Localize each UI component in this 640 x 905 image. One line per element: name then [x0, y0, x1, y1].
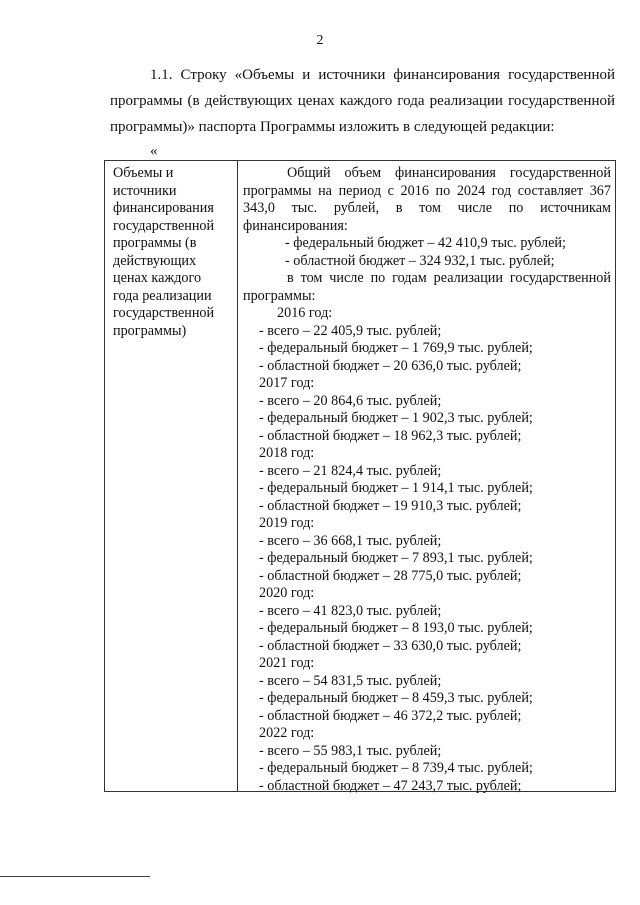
year-block-2022 — [243, 725, 611, 795]
year-federal: - федеральный бюджет – 7 893,1 тыс. рублей; — [259, 550, 533, 566]
footnote-rule — [0, 876, 150, 877]
year-heading: 2022 год: — [259, 725, 315, 741]
row-label-line: ценах каждого — [113, 270, 202, 286]
source-line: - федеральный бюджет – 42 410,9 тыс. рублей; — [285, 235, 566, 251]
row-label-line: государственной — [113, 305, 215, 321]
year-heading: 2018 год: — [259, 445, 315, 461]
year-federal: - федеральный бюджет – 8 739,4 тыс. рублей; — [259, 760, 533, 776]
row-label-line: финансирования — [113, 200, 214, 216]
row-label-line: программы (в — [113, 235, 197, 251]
row-label-line: Объемы и — [113, 165, 174, 181]
year-total: - всего – 20 864,6 тыс. рублей; — [259, 392, 442, 409]
year-regional: - областной бюджет – 19 910,3 тыс. рублей; — [259, 497, 522, 514]
row-label-line: источники — [113, 182, 177, 199]
column-divider — [237, 161, 238, 791]
total-funding-text: Общий объем финансирования государственной программы на период с 2016 по 2024 год составляет 367 343,0 тыс. рублей, в том числе по источникам финансирования: — [243, 165, 611, 234]
intro-text: 1.1. Строку «Объемы и источники финансирования государственной программы (в действующих ценах каждого года реализации государственной программы)» паспорта Программы изложить в следующей редакции: — [110, 67, 615, 135]
year-heading: 2019 год: — [259, 515, 315, 531]
year-block-2019 — [243, 515, 611, 585]
row-label-line: государственной — [113, 217, 215, 234]
page-number: 2 — [316, 33, 324, 48]
source-line: - областной бюджет – 324 932,1 тыс. рублей; — [285, 252, 555, 269]
year-regional: - областной бюджет – 47 243,7 тыс. рублей; — [259, 777, 522, 794]
year-total: - всего – 22 405,9 тыс. рублей; — [259, 322, 442, 339]
year-regional: - областной бюджет – 33 630,0 тыс. рублей; — [259, 637, 522, 654]
year-total: - всего – 54 831,5 тыс. рублей; — [259, 672, 442, 689]
year-total: - всего – 21 824,4 тыс. рублей; — [259, 462, 442, 479]
year-block-2020 — [243, 585, 611, 655]
year-federal: - федеральный бюджет – 1 914,1 тыс. рублей; — [259, 480, 533, 496]
year-block-2016 — [243, 305, 611, 375]
year-total: - всего – 55 983,1 тыс. рублей; — [259, 742, 442, 759]
row-label-line: программы) — [113, 322, 187, 339]
funding-details-cell — [243, 165, 611, 795]
by-year-intro: в том числе по годам реализации государственной программы: — [243, 270, 611, 304]
funding-table — [104, 160, 616, 792]
year-regional: - областной бюджет – 28 775,0 тыс. рублей; — [259, 567, 522, 584]
year-block-2017 — [243, 375, 611, 445]
year-heading: 2016 год: — [277, 305, 333, 321]
intro-paragraph — [110, 62, 615, 140]
row-label-cell — [113, 165, 231, 340]
year-heading: 2021 год: — [259, 655, 315, 671]
opening-quote-mark: « — [150, 143, 158, 159]
year-block-2018 — [243, 445, 611, 515]
year-regional: - областной бюджет – 18 962,3 тыс. рублей; — [259, 427, 522, 444]
year-regional: - областной бюджет – 46 372,2 тыс. рублей; — [259, 707, 522, 724]
year-total: - всего – 36 668,1 тыс. рублей; — [259, 532, 442, 549]
row-label-line: действующих — [113, 252, 197, 269]
year-federal: - федеральный бюджет – 8 459,3 тыс. рублей; — [259, 690, 533, 706]
row-label-line: года реализации — [113, 287, 212, 304]
year-heading: 2017 год: — [259, 375, 315, 391]
year-block-2021 — [243, 655, 611, 725]
year-heading: 2020 год: — [259, 585, 315, 601]
year-federal: - федеральный бюджет – 8 193,0 тыс. рублей; — [259, 620, 533, 636]
year-federal: - федеральный бюджет – 1 902,3 тыс. рублей; — [259, 410, 533, 426]
year-total: - всего – 41 823,0 тыс. рублей; — [259, 602, 442, 619]
year-regional: - областной бюджет – 20 636,0 тыс. рублей; — [259, 357, 522, 374]
year-federal: - федеральный бюджет – 1 769,9 тыс. рублей; — [259, 340, 533, 356]
